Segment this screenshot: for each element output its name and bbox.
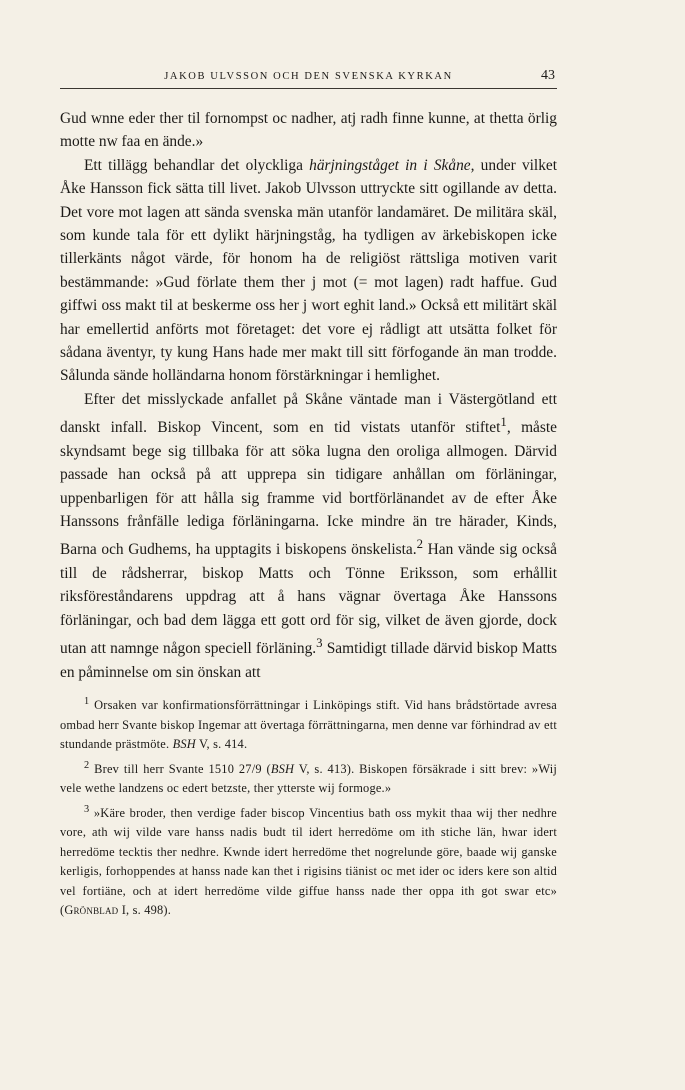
footnote-2-italic: BSH <box>270 761 295 776</box>
footnote-1 <box>60 692 557 755</box>
footnotes <box>60 692 557 922</box>
paragraph-1: Gud wnne eder ther til fornompst oc nadher, atj radh finne kunne, at thetta örlig motte nw faa en ände.» <box>60 110 557 151</box>
footnote-3 <box>60 800 557 921</box>
footnote-2 <box>60 756 557 799</box>
paragraph-3-text-a: Efter det misslyckade anfallet på Skåne väntade man i Västergötland ett danskt infall. Biskop Vincent, som en tid vistats utanför stiftet <box>60 390 557 437</box>
footnote-2-text-a: Brev till herr Svante 1510 <box>89 761 239 776</box>
paragraph-2-text-a: Ett tillägg behandlar det olyckliga <box>84 156 310 174</box>
paragraph-3-text-b: , måste skyndsamt bege sig tillbaka för att söka lugna den oroliga allmogen. Därvid passade han också på att upprepa sin tidigare anhållan om förläningar, uppenbarligen för att hålla sig framme vid bortförlänandet av de efter Åke Hanssons frånfälle lediga förläningarna. Icke mindre än tre härader, Kinds, Barna och Gudhems, ha upptagits i biskopens önskelista. <box>60 419 557 559</box>
footnote-1-mark: 1 <box>84 696 90 707</box>
footnote-1-italic: BSH <box>172 737 196 752</box>
running-title: JAKOB ULVSSON OCH DEN SVENSKA KYRKAN <box>164 71 453 82</box>
footnote-1-text-b: V, s. 414. <box>195 737 248 752</box>
footnote-1-text-a: Orsaken var konfirmationsförrättningar i Linköpings stift. Vid hans brådstörtade avresa ombad herr Svante biskop Ingemar att övertaga förrättningarna, men denne var förhindrad av ett stundande prästmöte. <box>60 698 557 752</box>
paragraph-2-text-b: under vilket Åke Hansson fick sätta till livet. Jakob Ulvsson uttryckte sitt ogillande av detta. Det vore mot lagen att sända svenska män utanför landamäret. De militära skäl, som kunde tala för ett dylikt härjningståg, ha tydligen av ärkebiskopen icke tillerkänts något värde, för honom ha de religiöst rättsliga motiven varit bestämmande: »Gud förlate them ther j mot (= mot lagen) radt haffue. Gud giffwi oss makt til at beskerme oss her j wort eghit land.» Också ett militärt skäl har emellertid anförts mot företaget: det vore ej rådligt att utsätta folket för sådana äventyr, ty kung Hans hade mer makt till sitt förfogande än man trodde. Sålunda sände holländarna honom förstärkningar i hemlighet. <box>60 156 557 385</box>
footnote-2-text-c: V, s. 413). Biskopen försäkrade i sitt brev: »Wij vele wethe landzens oc edert betzste, ther ytterste wij formoge.» <box>60 761 558 796</box>
body-text <box>60 107 557 684</box>
footnote-3-smallcaps: Grönblad <box>64 903 119 918</box>
footnote-ref-1: 1 <box>500 415 507 430</box>
page-header <box>60 68 557 89</box>
page-number: 43 <box>541 68 555 83</box>
paragraph-3 <box>60 388 557 684</box>
footnote-2-mark: 2 <box>84 759 90 771</box>
footnote-3-mark: 3 <box>84 803 90 815</box>
footnote-2-text-b: ( <box>261 761 271 776</box>
footnote-ref-3: 3 <box>316 636 323 651</box>
footnote-3-text-a: »Käre broder, then verdige fader biscop Vincentius bath oss mykit thaa wij ther nedhre vore, ath wij vilde vare hanss nadis budt til idert herredöme om ith stiche län, hwar idert herredöme tecktis ther nedhre. Kwnde idert herredöme thet nogrelunde göre, baade wij ganske kerligis, forhoppendes at hanss nade kan thet i rigisins tiänist oc met ider oc iders kere son altid vel fortiäne, och at idert herredöme vilde giffue hanss nade ther oppa ith got swar etc» ( <box>60 805 557 918</box>
paragraph-3-text-c: Han vände sig också till de rådsherrar, biskop Matts och Tönne Eriksson, som erhållit riksföreståndarens uppdrag att å hans vägnar övertaga Åke Hanssons förläningar, och bad dem lägga ett gott ord för sig, vilket de även gjorde, dock utan att namnge någon speciell förläning. <box>60 541 557 658</box>
footnote-2-date: 27/9 <box>238 761 262 776</box>
paragraph-2-italic: härjningståget in i Skåne, <box>309 156 475 174</box>
paragraph-3-text-d: Samtidigt tillade därvid biskop Matts en påminnelse om sin önskan att <box>60 640 557 681</box>
footnote-3-text-b: I, s. 498). <box>118 903 172 918</box>
footnote-ref-2: 2 <box>416 537 423 552</box>
paragraph-2 <box>60 154 557 388</box>
